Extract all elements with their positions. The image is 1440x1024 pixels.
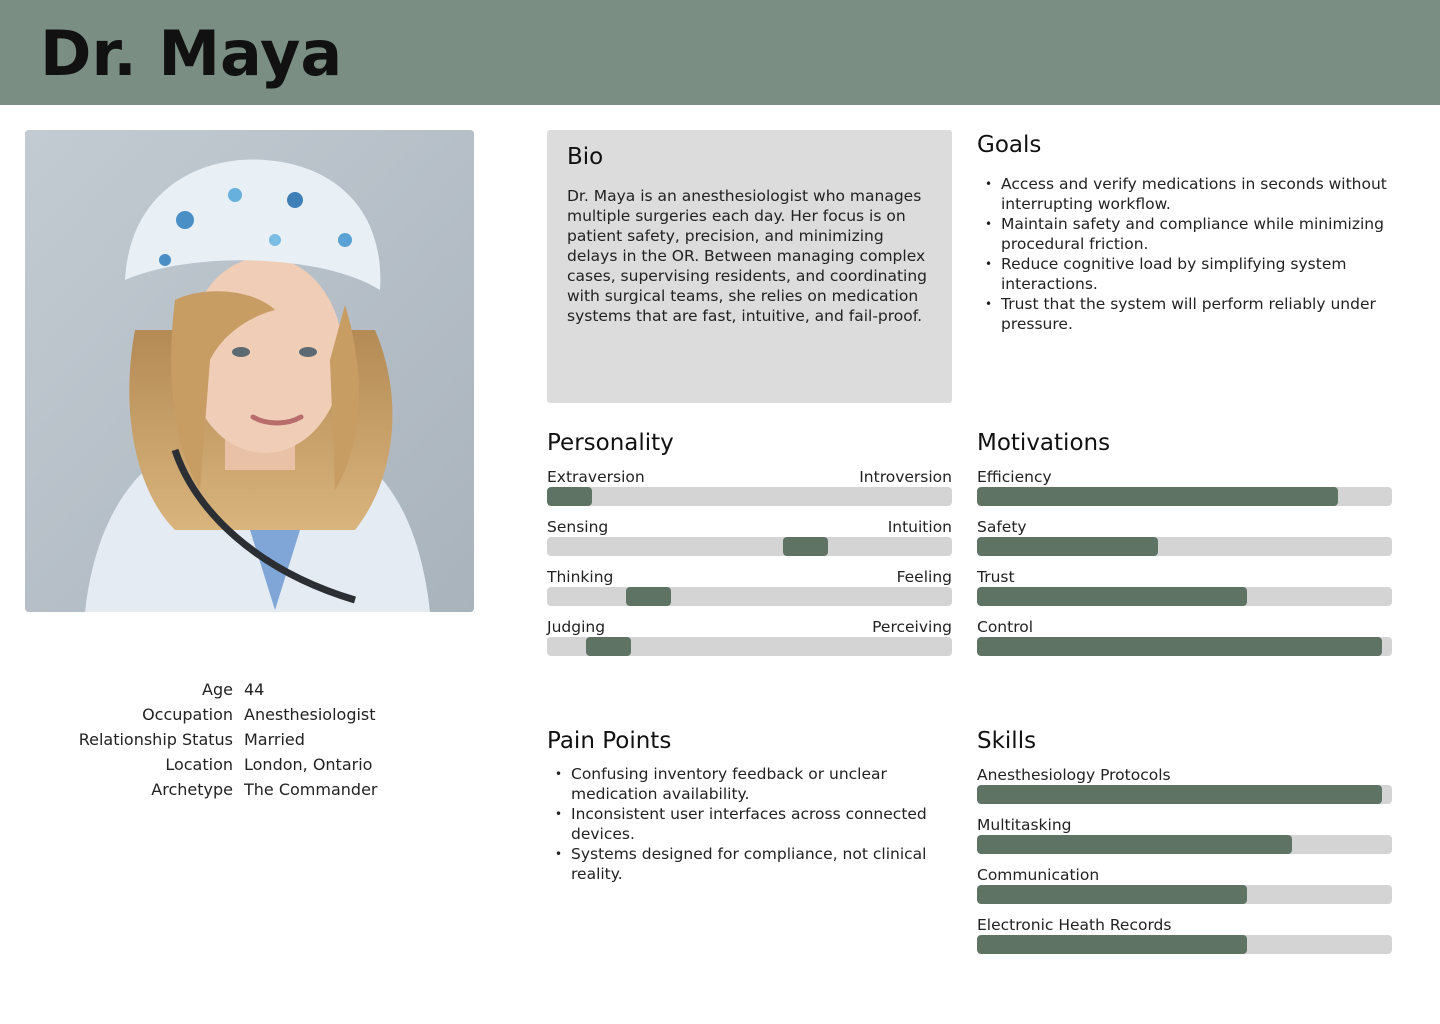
- skill-item: [977, 865, 1392, 915]
- motivation-item: [977, 467, 1392, 517]
- list-item: • Access and verify medications in seconds without interrupting workflow.: [977, 174, 1397, 214]
- motivation-item: [977, 617, 1392, 667]
- motivations-title: Motivations: [977, 430, 1111, 456]
- trait-track: [547, 487, 952, 506]
- trait-right-label: Intuition: [887, 518, 952, 536]
- trait-right-label: Feeling: [896, 568, 952, 586]
- list-item: • Reduce cognitive load by simplifying system interactions.: [977, 254, 1397, 294]
- profile-row-relationship: [60, 727, 460, 752]
- list-item: • Maintain safety and compliance while minimizing procedural friction.: [977, 214, 1397, 254]
- list-item: • Confusing inventory feedback or unclear medication availability.: [547, 764, 952, 804]
- profile-row-location: [60, 752, 460, 777]
- profile-row-occupation: [60, 702, 460, 727]
- skill-track: [977, 885, 1392, 904]
- trait-right-label: Perceiving: [872, 618, 952, 636]
- persona-photo: [25, 130, 474, 612]
- profile-label: Archetype: [151, 780, 233, 799]
- profile-value: 44: [244, 680, 265, 699]
- skill-item: [977, 915, 1392, 965]
- skill-label: Multitasking: [977, 816, 1072, 834]
- profile-value: The Commander: [244, 780, 378, 799]
- trait-left-label: Sensing: [547, 518, 609, 536]
- profile-row-age: [60, 677, 460, 702]
- trait-track: [547, 587, 952, 606]
- motivation-label: Safety: [977, 518, 1027, 536]
- profile-value: London, Ontario: [244, 755, 373, 774]
- skill-track: [977, 785, 1392, 804]
- header-banner: [0, 0, 1440, 105]
- personality-trait: [547, 467, 952, 517]
- personality-title: Personality: [547, 430, 674, 456]
- profile-row-archetype: [60, 777, 460, 802]
- skill-label: Anesthesiology Protocols: [977, 766, 1171, 784]
- skill-fill: [977, 835, 1292, 854]
- trait-marker: [783, 537, 828, 556]
- motivation-track: [977, 587, 1392, 606]
- profile-value: Married: [244, 730, 305, 749]
- personality-trait: [547, 617, 952, 667]
- personality-trait: [547, 517, 952, 567]
- motivation-item: [977, 517, 1392, 567]
- skill-fill: [977, 935, 1247, 954]
- trait-left-label: Extraversion: [547, 468, 645, 486]
- profile-label: Location: [165, 755, 233, 774]
- skills-bars: [977, 765, 1392, 965]
- profile-details: [60, 677, 460, 802]
- trait-left-label: Judging: [547, 618, 606, 636]
- profile-label: Age: [202, 680, 233, 699]
- personality-trait: [547, 567, 952, 617]
- personality-sliders: [547, 467, 952, 667]
- bio-card: [547, 130, 952, 403]
- list-item: • Trust that the system will perform reliably under pressure.: [977, 294, 1397, 334]
- motivation-fill: [977, 587, 1247, 606]
- list-item: • Inconsistent user interfaces across connected devices.: [547, 804, 952, 844]
- motivation-label: Control: [977, 618, 1034, 636]
- skill-label: Electronic Heath Records: [977, 916, 1172, 934]
- skill-item: [977, 765, 1392, 815]
- skill-track: [977, 835, 1392, 854]
- bio-text: Dr. Maya is an anesthesiologist who manages multiple surgeries each day. Her focus is on patient safety, precision, and minimizing delays in the OR. Between managing complex cases, supervising residents, and coordinating with surgical teams, she relies on medication systems that are fast, intuitive, and fail-proof.: [567, 187, 928, 325]
- bio-title: Bio: [567, 144, 604, 170]
- trait-marker: [626, 587, 671, 606]
- profile-value: Anesthesiologist: [244, 705, 376, 724]
- skill-fill: [977, 785, 1382, 804]
- pain-points-list: [547, 764, 952, 884]
- pain-points-title: Pain Points: [547, 728, 672, 754]
- profile-label: Relationship Status: [78, 730, 233, 749]
- trait-track: [547, 537, 952, 556]
- trait-right-label: Introversion: [859, 468, 952, 486]
- persona-name: Dr. Maya: [40, 17, 343, 90]
- motivation-label: Efficiency: [977, 468, 1052, 486]
- motivations-bars: [977, 467, 1392, 667]
- motivation-fill: [977, 637, 1382, 656]
- trait-marker: [547, 487, 592, 506]
- trait-marker: [586, 637, 631, 656]
- motivation-track: [977, 637, 1392, 656]
- goals-list: [977, 174, 1397, 334]
- motivation-label: Trust: [977, 568, 1015, 586]
- motivation-fill: [977, 487, 1338, 506]
- skills-title: Skills: [977, 728, 1037, 754]
- list-item: • Systems designed for compliance, not clinical reality.: [547, 844, 952, 884]
- skill-fill: [977, 885, 1247, 904]
- motivation-item: [977, 567, 1392, 617]
- skill-label: Communication: [977, 866, 1100, 884]
- trait-track: [547, 637, 952, 656]
- skill-item: [977, 815, 1392, 865]
- profile-label: Occupation: [142, 705, 233, 724]
- skill-track: [977, 935, 1392, 954]
- goals-title: Goals: [977, 132, 1042, 158]
- motivation-fill: [977, 537, 1158, 556]
- trait-left-label: Thinking: [547, 568, 614, 586]
- motivation-track: [977, 487, 1392, 506]
- motivation-track: [977, 537, 1392, 556]
